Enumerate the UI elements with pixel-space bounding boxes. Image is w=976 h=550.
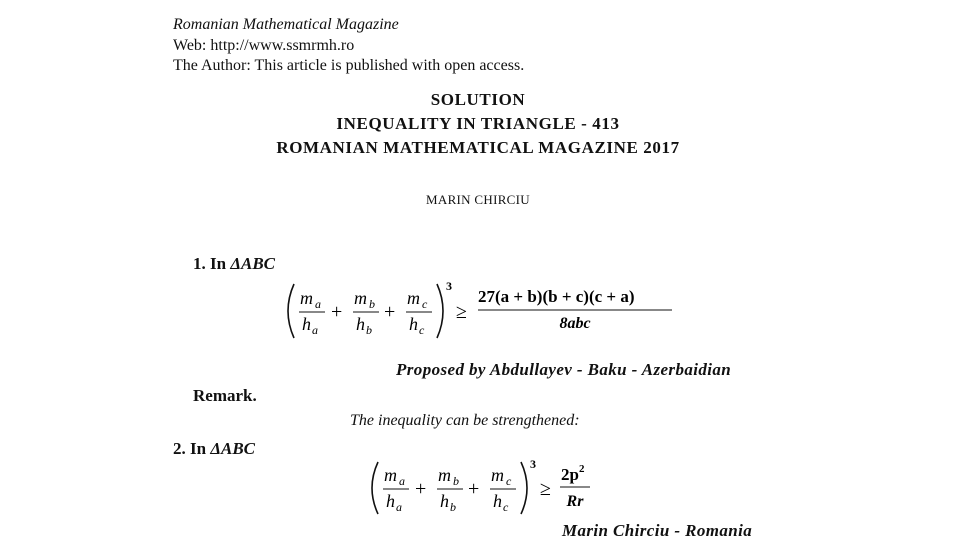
plus-sign-1: + [331,301,343,323]
fraction-term-1 [383,465,409,514]
problem-2-number: 2. [173,439,186,458]
article-author: MARIN CHIRCIU [426,192,530,207]
svg-text:m: m [384,465,397,485]
svg-text:m: m [438,465,451,485]
problem-1-lead: In [210,254,227,273]
svg-text:a: a [399,474,405,488]
svg-text:c: c [503,500,509,514]
svg-text:h: h [386,491,395,511]
fraction-term-3 [406,288,432,337]
svg-text:h: h [356,314,365,334]
fraction-term-2 [437,465,463,514]
title-problem: INEQUALITY IN TRIANGLE - 413 [336,114,620,133]
svg-text:h: h [440,491,449,511]
svg-text:a: a [396,500,402,514]
svg-text:Rr: Rr [566,493,584,510]
plus-sign-2: + [468,478,480,500]
geq-sign: ≥ [540,478,551,500]
plus-sign-2: + [384,301,396,323]
svg-text:b: b [450,500,456,514]
proposer-line: Proposed by Abdullayev - Baku - Azerbaidian [396,360,732,379]
rhs-fraction [478,287,672,332]
svg-text:b: b [453,474,459,488]
right-paren [521,462,527,514]
fraction-term-3 [490,465,516,514]
svg-text:8abc: 8abc [559,315,591,332]
geq-sign: ≥ [456,301,467,323]
svg-text:27(a + b)(b + c)(c + a): 27(a + b)(b + c)(c + a) [478,287,635,306]
svg-text:c: c [506,474,512,488]
svg-text:h: h [302,314,311,334]
problem-2-lead: In [190,439,207,458]
remark-text: The inequality can be strengthened: [350,412,580,429]
left-paren [288,284,294,338]
problem-2-triangle: ΔABC [210,439,256,458]
remark-label: Remark. [193,386,257,405]
problem-1-heading [193,254,275,274]
svg-text:a: a [315,297,321,311]
svg-text:c: c [419,323,425,337]
author-note: The Author: This article is published with open access. [173,57,525,74]
problem-1-formula [280,278,680,344]
right-paren [437,284,443,338]
svg-text:h: h [493,491,502,511]
problem-1-triangle: ΔABC [230,254,276,273]
fraction-term-1 [299,288,325,337]
problem-2-heading [173,439,255,459]
svg-text:c: c [422,297,428,311]
svg-text:a: a [312,323,318,337]
title-solution: SOLUTION [430,90,526,109]
problem-1-number: 1. [193,254,206,273]
svg-text:2p: 2p [561,465,579,484]
fraction-term-2 [353,288,379,337]
svg-text:b: b [369,297,375,311]
problem-2-formula [364,454,604,520]
svg-text:m: m [354,288,367,308]
website-line: Web: http://www.ssmrmh.ro [173,37,355,54]
svg-text:m: m [300,288,313,308]
svg-text:m: m [407,288,420,308]
svg-text:h: h [409,314,418,334]
svg-text:b: b [366,323,372,337]
signature-line: Marin Chirciu - Romania [562,521,753,540]
journal-name: Romanian Mathematical Magazine [173,16,399,33]
svg-text:m: m [491,465,504,485]
title-magazine: ROMANIAN MATHEMATICAL MAGAZINE 2017 [276,138,680,157]
left-paren [372,462,378,514]
svg-text:2: 2 [579,463,585,475]
rhs-fraction [560,463,590,510]
exponent: 3 [530,457,536,471]
plus-sign-1: + [415,478,427,500]
exponent: 3 [446,279,452,293]
